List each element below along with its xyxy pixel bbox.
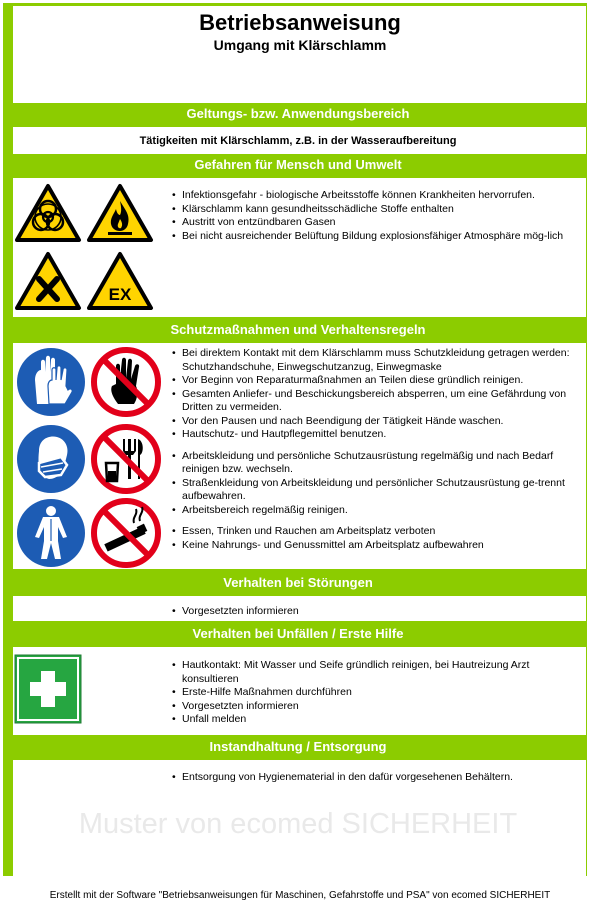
list-item: • Straßenkleidung von Arbeitskleidung und persönlicher Schutzausrüstung ge-trennt aufbewahren. <box>172 477 572 504</box>
list-item: • Klärschlamm kann gesundheitsschädliche Stoffe enthalten <box>172 203 572 217</box>
no-eating-drinking-icon <box>90 423 162 495</box>
disruptions-heading: Verhalten bei Störungen <box>10 573 586 593</box>
scope-heading: Geltungs- bzw. Anwendungsbereich <box>10 104 586 124</box>
list-item: • Hautkontakt: Mit Wasser und Seife gründlich reinigen, bei Hautreizung Arzt konsultieren <box>172 659 572 686</box>
protective-suit-mandatory-icon <box>15 497 87 569</box>
list-item: • Unfall melden <box>172 713 572 727</box>
list-item: • Vorgesetzten informieren <box>172 605 572 619</box>
watermark: Muster von ecomed SICHERHEIT <box>78 808 518 840</box>
protection-list <box>172 347 572 552</box>
list-item: • Erste-Hilfe Maßnahmen durchführen <box>172 686 572 700</box>
first-aid-icon <box>14 654 82 724</box>
protection-heading: Schutzmaßnahmen und Verhaltensregeln <box>10 320 586 340</box>
list-item: • Vor Beginn von Reparaturmaßnahmen an Teilen diese gründlich reinigen. <box>172 374 572 388</box>
list-item: • Essen, Trinken und Rauchen am Arbeitsplatz verboten <box>172 525 572 539</box>
no-smoking-icon <box>90 497 162 569</box>
gloves-mandatory-icon <box>15 346 87 418</box>
list-item: • Hautschutz- und Hautpflegemittel benutzen. <box>172 428 572 442</box>
document-subtitle: Umgang mit Klärschlamm <box>213 37 387 53</box>
footer-credit: Erstellt mit der Software "Betriebsanweisungen für Maschinen, Gefahrstoffe und PSA" von ecomed SICHERHEIT <box>49 890 551 901</box>
list-item: • Bei nicht ausreichender Belüftung Bildung explosionsfähiger Atmosphäre mög-lich <box>172 230 572 244</box>
list-item: • Arbeitskleidung und persönliche Schutzausrüstung regelmäßig und nach Bedarf reinigen bzw. wechseln. <box>172 450 572 477</box>
list-item: • Austritt von entzündbaren Gasen <box>172 216 572 230</box>
list-item: • Infektionsgefahr - biologische Arbeitsstoffe können Krankheiten hervorrufen. <box>172 189 572 203</box>
hazards-heading: Gefahren für Mensch und Umwelt <box>10 155 586 175</box>
flammable-warning-icon <box>86 183 154 243</box>
harmful-substance-icon <box>14 251 82 311</box>
list-item: • Bei direktem Kontakt mit dem Klärschlamm muss Schutzkleidung getragen werden: Schutzhandschuhe, Einwegschutzanzug, Einwegmaske <box>172 347 572 374</box>
mask-mandatory-icon <box>15 423 87 495</box>
list-item: • Keine Nahrungs- und Genussmittel am Arbeitsplatz aufbewahren <box>172 539 572 553</box>
scope-text: Tätigkeiten mit Klärschlamm, z.B. in der Wasseraufbereitung <box>139 135 457 147</box>
list-item: • Entsorgung von Hygienematerial in den dafür vorgesehenen Behältern. <box>172 771 572 785</box>
ex-label: EX <box>108 285 132 304</box>
document-title: Betriebsanweisung <box>199 10 401 35</box>
list-item: • Gesamten Anliefer- und Beschickungsbereich absperren, um eine Gefährdung von Dritten zu vermeiden. <box>172 388 572 415</box>
no-access-prohibition-icon <box>90 346 162 418</box>
list-item: • Arbeitsbereich regelmäßig reinigen. <box>172 504 572 518</box>
maintenance-list <box>172 771 572 785</box>
accidents-heading: Verhalten bei Unfällen / Erste Hilfe <box>10 624 586 644</box>
explosive-atmosphere-icon <box>86 251 154 311</box>
hazards-list <box>172 189 572 243</box>
accidents-list <box>172 659 572 727</box>
list-item: • Vor den Pausen und nach Beendigung der Tätigkeit Hände waschen. <box>172 415 572 429</box>
maintenance-heading: Instandhaltung / Entsorgung <box>10 737 586 757</box>
list-item: • Vorgesetzten informieren <box>172 700 572 714</box>
biohazard-warning-icon <box>14 183 82 243</box>
disruptions-list <box>172 605 572 619</box>
